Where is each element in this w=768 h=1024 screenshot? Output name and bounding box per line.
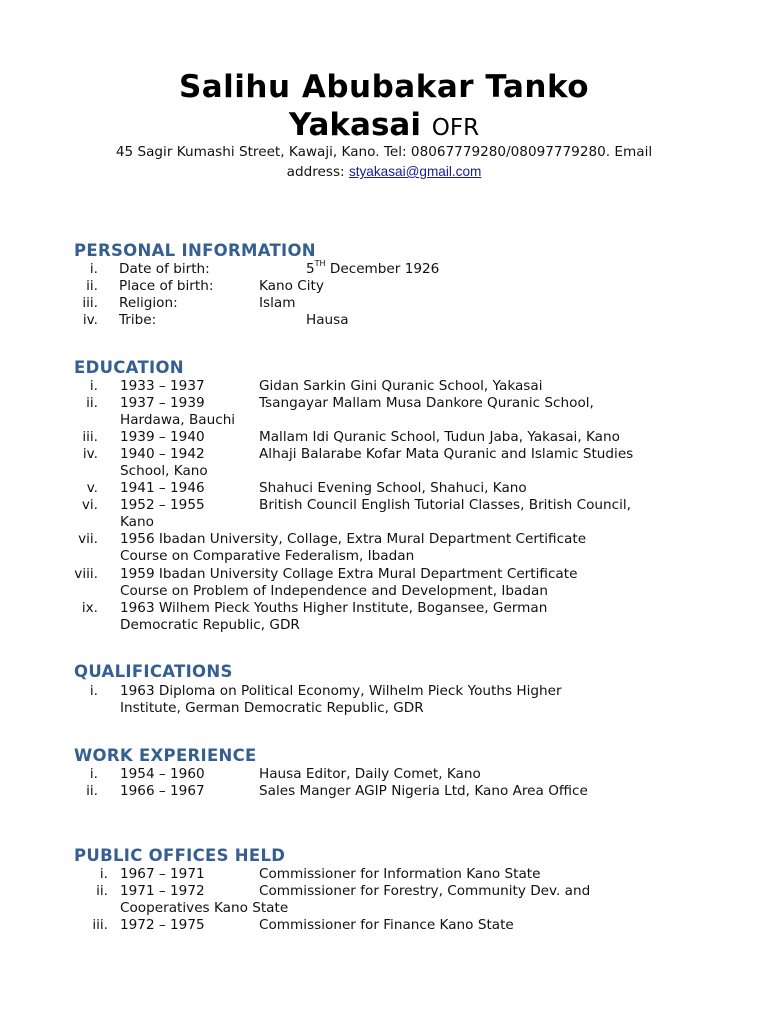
list-number: ii. bbox=[86, 395, 98, 411]
education-item bbox=[0, 600, 768, 617]
work-item bbox=[0, 783, 768, 800]
education-item bbox=[0, 531, 768, 548]
education-institution: Shahuci Evening School, Shahuci, Kano bbox=[259, 480, 527, 496]
education-item bbox=[0, 497, 768, 514]
education-item bbox=[0, 480, 768, 497]
contact-address bbox=[60, 143, 708, 182]
qualification-entry-cont: Institute, German Democratic Republic, GDR bbox=[120, 700, 424, 716]
person-name-line1: Salihu Abubakar Tanko bbox=[178, 69, 590, 105]
personal-row-tribe bbox=[0, 312, 768, 329]
education-item-continued bbox=[0, 583, 768, 600]
education-institution-cont: Kano bbox=[120, 514, 154, 530]
list-number: vi. bbox=[81, 497, 98, 513]
office-title: Commissioner for Information Kano State bbox=[259, 866, 541, 882]
education-institution: Gidan Sarkin Gini Quranic School, Yakasai bbox=[259, 378, 543, 394]
heading-education: EDUCATION bbox=[74, 358, 184, 377]
heading-personal-information: PERSONAL INFORMATION bbox=[74, 241, 316, 260]
list-number: i. bbox=[89, 378, 98, 394]
education-item-continued bbox=[0, 412, 768, 429]
office-item-continued bbox=[0, 900, 768, 917]
education-years: 1940 – 1942 bbox=[120, 446, 205, 462]
education-years: 1941 – 1946 bbox=[120, 480, 205, 496]
qualification-entry: 1963 Diploma on Political Economy, Wilhelm Pieck Youths Higher bbox=[120, 683, 562, 699]
list-number: i. bbox=[99, 866, 108, 882]
education-entry: 1956 Ibadan University, Collage, Extra Mural Department Certificate bbox=[120, 531, 587, 547]
office-title: Commissioner for Finance Kano State bbox=[259, 917, 514, 933]
personal-row-religion bbox=[0, 295, 768, 312]
person-surname: Yakasai bbox=[288, 107, 421, 143]
education-entry-cont: Course on Problem of Independence and Development, Ibadan bbox=[120, 583, 548, 599]
list-number: ix. bbox=[81, 600, 98, 616]
list-number: ii. bbox=[86, 278, 98, 294]
list-number: ii. bbox=[86, 783, 98, 799]
field-value: Hausa bbox=[306, 312, 349, 328]
qualification-item-continued bbox=[0, 700, 768, 717]
education-item bbox=[0, 378, 768, 395]
work-years: 1954 – 1960 bbox=[120, 766, 205, 782]
education-entry-cont: Course on Comparative Federalism, Ibadan bbox=[120, 548, 415, 564]
education-institution: Alhaji Balarabe Kofar Mata Quranic and Islamic Studies bbox=[259, 446, 634, 462]
education-years: 1952 – 1955 bbox=[120, 497, 205, 513]
email-link[interactable]: styakasai@gmail.com bbox=[348, 164, 482, 179]
personal-row-place-of-birth bbox=[0, 278, 768, 295]
education-institution: Tsangayar Mallam Musa Dankore Quranic School, bbox=[259, 395, 594, 411]
education-item-continued bbox=[0, 463, 768, 480]
work-item bbox=[0, 766, 768, 783]
list-number: iii. bbox=[82, 429, 98, 445]
field-label: Tribe: bbox=[119, 312, 157, 328]
heading-work-experience: WORK EXPERIENCE bbox=[74, 746, 257, 765]
education-institution: British Council English Tutorial Classes, British Council, bbox=[259, 497, 631, 513]
office-years: 1967 – 1971 bbox=[120, 866, 205, 882]
list-number: v. bbox=[86, 480, 98, 496]
education-institution: Mallam Idi Quranic School, Tudun Jaba, Yakasai, Kano bbox=[259, 429, 620, 445]
list-number: ii. bbox=[96, 883, 108, 899]
address-line: 45 Sagir Kumashi Street, Kawaji, Kano. Tel: 08067779280/08097779280. Email bbox=[115, 144, 653, 160]
education-item-continued bbox=[0, 617, 768, 634]
email-line bbox=[60, 162, 708, 182]
education-item bbox=[0, 395, 768, 412]
education-institution-cont: Hardawa, Bauchi bbox=[120, 412, 236, 428]
field-value: 5TH December 1926 bbox=[306, 259, 440, 277]
education-item-continued bbox=[0, 514, 768, 531]
office-item bbox=[0, 866, 768, 883]
list-number: iii. bbox=[92, 917, 108, 933]
field-value: Kano City bbox=[259, 278, 324, 294]
education-years: 1939 – 1940 bbox=[120, 429, 205, 445]
education-entry-cont: Democratic Republic, GDR bbox=[120, 617, 300, 633]
education-item bbox=[0, 566, 768, 583]
heading-qualifications: QUALIFICATIONS bbox=[74, 662, 233, 681]
list-number: iii. bbox=[82, 295, 98, 311]
heading-public-offices: PUBLIC OFFICES HELD bbox=[74, 846, 286, 865]
education-institution-cont: School, Kano bbox=[120, 463, 208, 479]
list-number: viii. bbox=[74, 566, 98, 582]
field-label: Date of birth: bbox=[119, 261, 210, 277]
field-label: Place of birth: bbox=[119, 278, 214, 294]
field-label: Religion: bbox=[119, 295, 178, 311]
person-name-line2 bbox=[0, 107, 768, 146]
office-years: 1971 – 1972 bbox=[120, 883, 205, 899]
address-label: address: bbox=[286, 164, 349, 180]
education-item bbox=[0, 446, 768, 463]
list-number: vii. bbox=[78, 531, 98, 547]
list-number: iv. bbox=[82, 446, 98, 462]
education-years: 1933 – 1937 bbox=[120, 378, 205, 394]
qualification-item bbox=[0, 683, 768, 700]
office-item bbox=[0, 883, 768, 900]
education-item-continued bbox=[0, 548, 768, 565]
work-years: 1966 – 1967 bbox=[120, 783, 205, 799]
office-title-cont: Cooperatives Kano State bbox=[120, 900, 289, 916]
honor-title: OFR bbox=[431, 115, 480, 141]
education-entry: 1963 Wilhem Pieck Youths Higher Institute, Bogansee, German bbox=[120, 600, 548, 616]
education-entry: 1959 Ibadan University Collage Extra Mural Department Certificate bbox=[120, 566, 578, 582]
education-years: 1937 – 1939 bbox=[120, 395, 205, 411]
list-number: i. bbox=[89, 766, 98, 782]
office-years: 1972 – 1975 bbox=[120, 917, 205, 933]
personal-row-dob bbox=[0, 261, 768, 278]
education-item bbox=[0, 429, 768, 446]
work-role: Hausa Editor, Daily Comet, Kano bbox=[259, 766, 481, 782]
office-item bbox=[0, 917, 768, 934]
office-title: Commissioner for Forestry, Community Dev. and bbox=[259, 883, 591, 899]
field-value: Islam bbox=[259, 295, 296, 311]
list-number: i. bbox=[89, 261, 98, 277]
list-number: i. bbox=[89, 683, 98, 699]
work-role: Sales Manger AGIP Nigeria Ltd, Kano Area Office bbox=[259, 783, 588, 799]
list-number: iv. bbox=[82, 312, 98, 328]
